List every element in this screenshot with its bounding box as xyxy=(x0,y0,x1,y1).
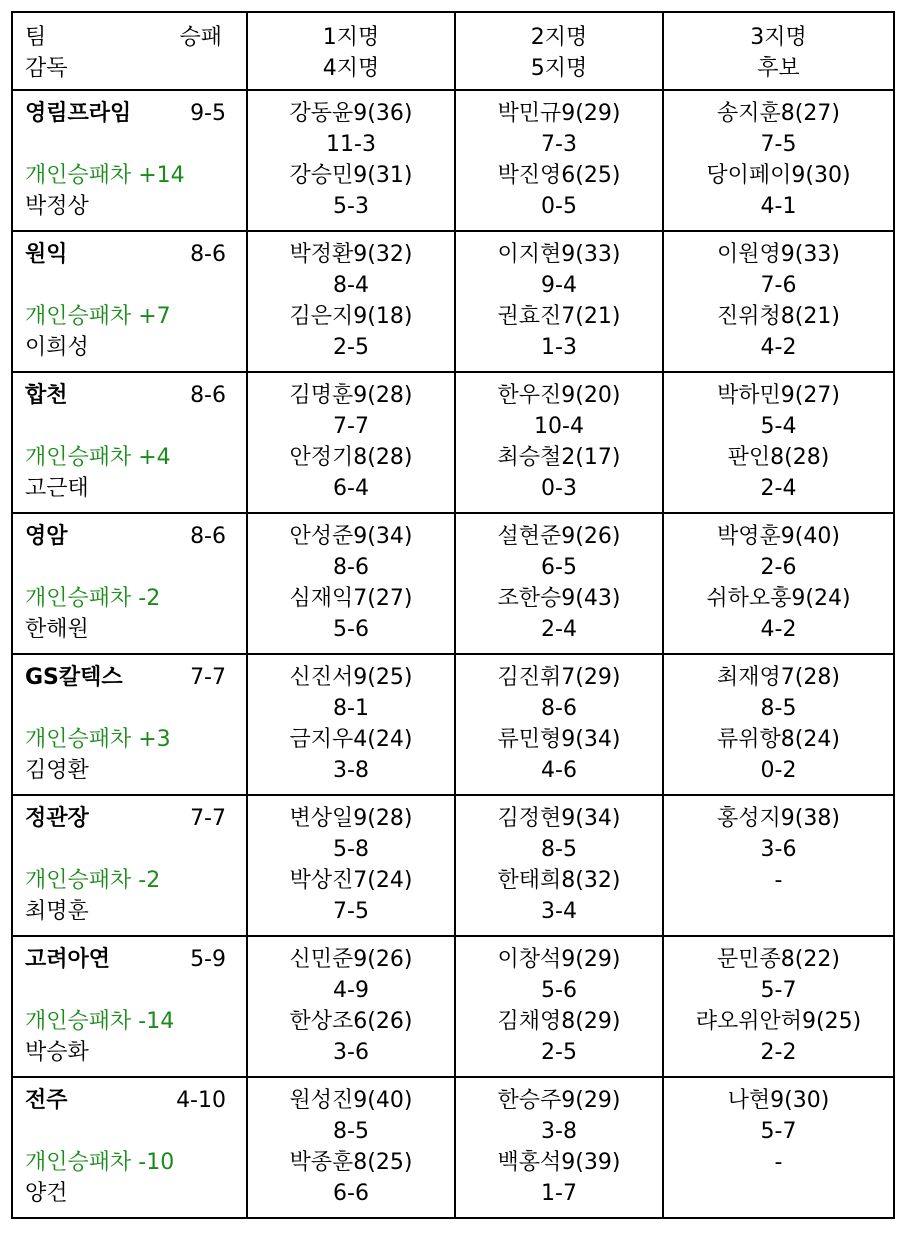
player-name: 김은지9(18) xyxy=(289,304,413,329)
header-team: 팀 xyxy=(25,25,47,50)
pick-1-4-cell xyxy=(247,795,455,936)
pick-1-4-cell xyxy=(247,513,455,654)
team-win-loss-diff: 개인승패차 -14 xyxy=(25,1009,175,1034)
league-roster-table xyxy=(11,11,895,1219)
player-name: 한승주9(29) xyxy=(497,1088,621,1113)
team-record: 9-5 xyxy=(190,101,226,126)
player-record: 0-2 xyxy=(760,758,797,783)
pick-1-4-cell xyxy=(247,90,455,231)
player-name: 최승철2(17) xyxy=(497,445,621,470)
team-manager: 고근태 xyxy=(25,476,89,501)
team-win-loss-diff: 개인승패차 +3 xyxy=(25,727,171,752)
team-row xyxy=(12,231,894,372)
player-record: 2-5 xyxy=(333,335,369,360)
header-team-cell xyxy=(12,12,247,90)
player-name: - xyxy=(774,1150,783,1175)
player-name: 진위청8(21) xyxy=(717,304,840,329)
player-name: - xyxy=(774,868,783,893)
pick-3-sub-cell xyxy=(663,90,894,231)
player-name: 설현준9(26) xyxy=(497,524,621,549)
team-name: GS칼텍스 xyxy=(25,665,123,690)
team-record: 8-6 xyxy=(190,524,226,549)
player-name: 랴오위안허9(25) xyxy=(695,1009,862,1034)
player-name: 신진서9(25) xyxy=(289,665,413,690)
player-record: 11-3 xyxy=(326,132,376,157)
player-record: 4-1 xyxy=(760,194,797,219)
player-name: 김정현9(34) xyxy=(497,806,621,831)
pick-3-sub-cell xyxy=(663,372,894,513)
player-name: 심재익7(27) xyxy=(289,586,413,611)
player-record: 8-6 xyxy=(333,555,369,580)
team-manager: 김영환 xyxy=(25,758,89,783)
player-name: 안성준9(34) xyxy=(289,524,413,549)
player-name: 판인8(28) xyxy=(727,445,830,470)
header-pick-4: 4지명 xyxy=(322,56,380,81)
player-record: 0-5 xyxy=(541,194,577,219)
header-sub: 후보 xyxy=(757,56,800,81)
player-name: 강동윤9(36) xyxy=(289,101,413,126)
team-manager: 양건 xyxy=(25,1181,68,1206)
team-record: 8-6 xyxy=(190,383,226,408)
player-name: 박영훈9(40) xyxy=(717,524,840,549)
player-name: 변상일9(28) xyxy=(289,806,413,831)
player-record xyxy=(664,1178,893,1209)
player-record: 6-4 xyxy=(333,476,369,501)
team-record: 7-7 xyxy=(190,806,226,831)
player-record: 5-7 xyxy=(760,1119,797,1144)
player-record: 5-6 xyxy=(541,978,577,1003)
team-manager: 박정상 xyxy=(25,194,89,219)
player-record: 8-1 xyxy=(333,696,369,721)
player-record: 9-4 xyxy=(541,273,577,298)
player-record: 8-6 xyxy=(541,696,577,721)
header-pick-3: 3지명 xyxy=(750,25,807,50)
player-name: 송지훈8(27) xyxy=(717,101,840,126)
player-record: 5-4 xyxy=(760,414,797,439)
player-name: 안정기8(28) xyxy=(289,445,413,470)
player-record: 7-5 xyxy=(333,899,369,924)
player-record: 8-5 xyxy=(760,696,797,721)
player-record: 5-8 xyxy=(333,837,369,862)
header-pick-3-sub xyxy=(663,12,894,90)
team-row xyxy=(12,936,894,1077)
player-record: 3-6 xyxy=(760,837,797,862)
player-record: 3-6 xyxy=(333,1040,369,1065)
player-name: 박정환9(32) xyxy=(289,242,413,267)
team-info-cell xyxy=(12,372,247,513)
player-name: 금지우4(24) xyxy=(289,727,413,752)
player-name: 김진휘7(29) xyxy=(497,665,621,690)
team-win-loss-diff: 개인승패차 +7 xyxy=(25,304,171,329)
team-info-cell xyxy=(12,936,247,1077)
player-name: 최재영7(28) xyxy=(717,665,840,690)
player-record: 3-4 xyxy=(541,899,577,924)
pick-3-sub-cell xyxy=(663,231,894,372)
player-name: 한태희8(32) xyxy=(497,868,621,893)
pick-2-5-cell xyxy=(455,654,663,795)
player-record: 4-6 xyxy=(541,758,577,783)
player-record: 7-6 xyxy=(760,273,797,298)
pick-3-sub-cell xyxy=(663,1077,894,1218)
team-rows xyxy=(12,90,894,1218)
team-info-cell xyxy=(12,90,247,231)
player-record: 5-3 xyxy=(333,194,369,219)
player-name: 신민준9(26) xyxy=(289,947,413,972)
team-name: 정관장 xyxy=(25,806,89,831)
header-manager: 감독 xyxy=(25,56,68,81)
player-record: 1-3 xyxy=(541,335,577,360)
pick-1-4-cell xyxy=(247,231,455,372)
player-record: 10-4 xyxy=(534,414,584,439)
player-name: 이지현9(33) xyxy=(497,242,621,267)
player-name: 나현9(30) xyxy=(727,1088,830,1113)
player-record: 3-8 xyxy=(541,1119,577,1144)
pick-2-5-cell xyxy=(455,90,663,231)
player-name: 당이페이9(30) xyxy=(706,163,851,188)
header-pick-2: 2지명 xyxy=(530,25,588,50)
team-win-loss-diff: 개인승패차 +4 xyxy=(25,445,171,470)
player-record: 2-5 xyxy=(541,1040,577,1065)
player-name: 류위항8(24) xyxy=(717,727,840,752)
player-name: 박종훈8(25) xyxy=(289,1150,413,1175)
player-record: 2-4 xyxy=(760,476,797,501)
team-row xyxy=(12,372,894,513)
pick-3-sub-cell xyxy=(663,795,894,936)
player-name: 박진영6(25) xyxy=(497,163,621,188)
player-name: 쉬하오훙9(24) xyxy=(706,586,851,611)
player-record: 4-2 xyxy=(760,335,797,360)
pick-1-4-cell xyxy=(247,372,455,513)
player-record: 7-7 xyxy=(333,414,369,439)
player-name: 김명훈9(28) xyxy=(289,383,413,408)
player-record: 0-3 xyxy=(541,476,577,501)
team-name: 영림프라임 xyxy=(25,101,132,126)
player-name: 한우진9(20) xyxy=(497,383,621,408)
player-record: 8-5 xyxy=(541,837,577,862)
player-record: 7-5 xyxy=(760,132,797,157)
player-name: 이창석9(29) xyxy=(497,947,621,972)
player-record: 5-6 xyxy=(333,617,369,642)
pick-1-4-cell xyxy=(247,1077,455,1218)
player-record: 2-6 xyxy=(760,555,797,580)
team-name: 전주 xyxy=(25,1088,68,1113)
team-name: 원익 xyxy=(25,242,68,267)
player-name: 김채영8(29) xyxy=(497,1009,621,1034)
player-name: 홍성지9(38) xyxy=(717,806,840,831)
team-info-cell xyxy=(12,513,247,654)
player-record: 2-2 xyxy=(760,1040,797,1065)
player-record: 6-6 xyxy=(333,1181,369,1206)
player-record: 4-9 xyxy=(333,978,369,1003)
player-record: 7-3 xyxy=(541,132,577,157)
player-record xyxy=(664,896,893,927)
team-info-cell xyxy=(12,231,247,372)
pick-2-5-cell xyxy=(455,1077,663,1218)
player-record: 8-5 xyxy=(333,1119,369,1144)
team-row xyxy=(12,1077,894,1218)
pick-3-sub-cell xyxy=(663,936,894,1077)
player-name: 원성진9(40) xyxy=(289,1088,413,1113)
team-manager: 최명훈 xyxy=(25,899,89,924)
pick-3-sub-cell xyxy=(663,654,894,795)
header-pick-1: 1지명 xyxy=(322,25,380,50)
player-name: 한상조6(26) xyxy=(289,1009,413,1034)
header-pick-5: 5지명 xyxy=(530,56,588,81)
team-row xyxy=(12,513,894,654)
player-name: 권효진7(21) xyxy=(497,304,621,329)
header-row xyxy=(12,12,894,90)
player-record: 2-4 xyxy=(541,617,577,642)
pick-2-5-cell xyxy=(455,231,663,372)
team-row xyxy=(12,654,894,795)
player-record: 8-4 xyxy=(333,273,369,298)
player-record: 5-7 xyxy=(760,978,797,1003)
team-name: 영암 xyxy=(25,524,68,549)
player-name: 박민규9(29) xyxy=(497,101,621,126)
header-pick-2-5 xyxy=(455,12,663,90)
team-win-loss-diff: 개인승패차 -2 xyxy=(25,868,161,893)
pick-2-5-cell xyxy=(455,936,663,1077)
team-manager: 이희성 xyxy=(25,335,89,360)
player-record: 3-8 xyxy=(333,758,369,783)
pick-2-5-cell xyxy=(455,372,663,513)
team-win-loss-diff: 개인승패차 -10 xyxy=(25,1150,175,1175)
header-record: 승패 xyxy=(179,25,222,50)
team-row xyxy=(12,90,894,231)
player-name: 박하민9(27) xyxy=(717,383,840,408)
team-record: 5-9 xyxy=(190,947,226,972)
player-record: 6-5 xyxy=(541,555,577,580)
team-record: 4-10 xyxy=(176,1088,226,1113)
player-name: 백홍석9(39) xyxy=(497,1150,621,1175)
pick-3-sub-cell xyxy=(663,513,894,654)
player-name: 이원영9(33) xyxy=(717,242,840,267)
pick-1-4-cell xyxy=(247,654,455,795)
pick-1-4-cell xyxy=(247,936,455,1077)
team-name: 합천 xyxy=(25,383,68,408)
player-record: 1-7 xyxy=(541,1181,577,1206)
team-win-loss-diff: 개인승패차 -2 xyxy=(25,586,161,611)
team-manager: 한해원 xyxy=(25,617,89,642)
team-row xyxy=(12,795,894,936)
player-record: 4-2 xyxy=(760,617,797,642)
team-info-cell xyxy=(12,654,247,795)
player-name: 박상진7(24) xyxy=(289,868,413,893)
team-info-cell xyxy=(12,1077,247,1218)
team-info-cell xyxy=(12,795,247,936)
player-name: 조한승9(43) xyxy=(497,586,621,611)
header-pick-1-4 xyxy=(247,12,455,90)
player-name: 류민형9(34) xyxy=(497,727,621,752)
team-record: 8-6 xyxy=(190,242,226,267)
player-name: 강승민9(31) xyxy=(289,163,413,188)
team-name: 고려아연 xyxy=(25,947,111,972)
team-win-loss-diff: 개인승패차 +14 xyxy=(25,163,185,188)
team-manager: 박승화 xyxy=(25,1040,89,1065)
team-record: 7-7 xyxy=(190,665,226,690)
pick-2-5-cell xyxy=(455,795,663,936)
player-name: 문민종8(22) xyxy=(717,947,840,972)
pick-2-5-cell xyxy=(455,513,663,654)
